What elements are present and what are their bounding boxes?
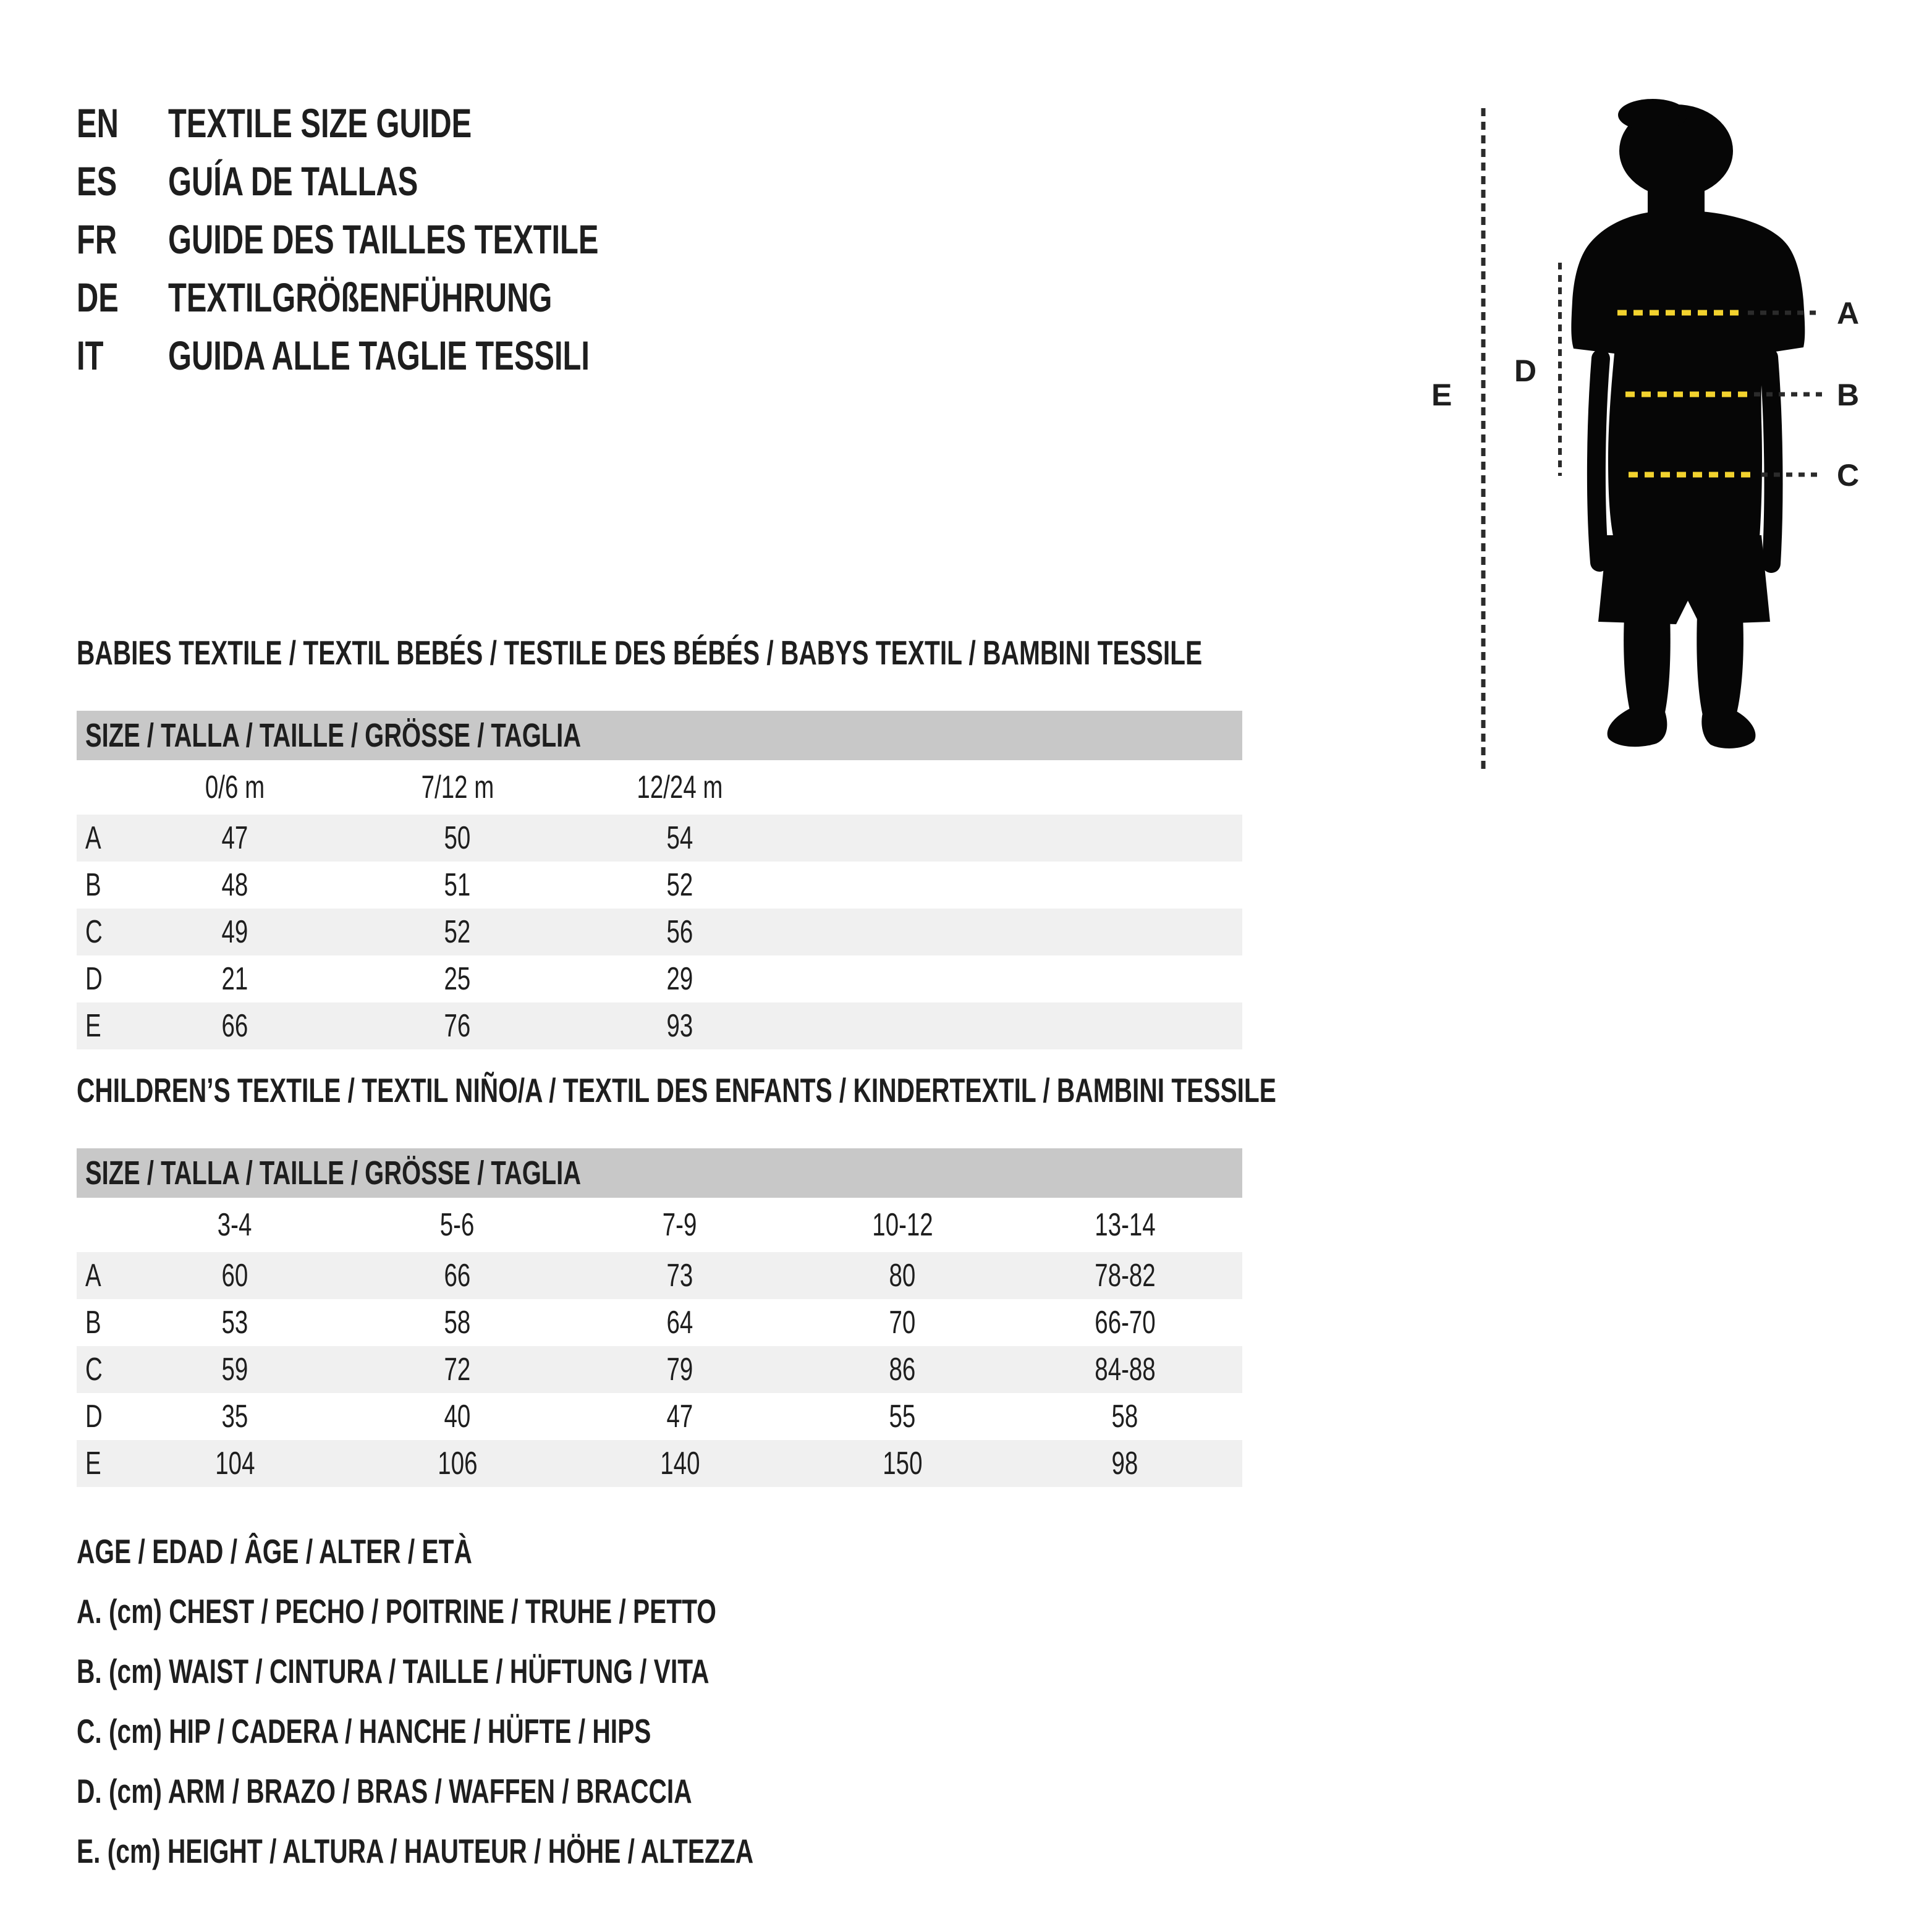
figure-label-b: B (1837, 378, 1860, 412)
lang-code-fr: FR (77, 216, 117, 262)
cell-value: 52 (444, 914, 471, 950)
figure-label-d: D (1514, 354, 1537, 388)
table-row-e (77, 1440, 1242, 1487)
cell-value: 25 (444, 961, 471, 997)
lang-title-de: TEXTILGRÖßENFÜHRUNG (168, 274, 553, 320)
babies-size-header-bar (77, 711, 1242, 760)
lang-title-es: GUÍA DE TALLAS (168, 158, 418, 204)
row-label: C (85, 1352, 103, 1388)
cell-value: 70 (889, 1305, 916, 1341)
cell-value: 58 (444, 1305, 471, 1341)
babies-size-header-label: SIZE / TALLA / TAILLE / GRÖSSE / TAGLIA (85, 717, 582, 754)
lang-title-en: TEXTILE SIZE GUIDE (168, 100, 472, 146)
cell-value: 93 (666, 1008, 693, 1044)
babies-col-2: 12/24 m (637, 769, 723, 805)
table-row-b (77, 862, 1242, 909)
multilingual-header (77, 94, 750, 384)
cell-value: 76 (444, 1008, 471, 1044)
lang-code-es: ES (77, 158, 117, 204)
children-size-header-bar (77, 1148, 1242, 1198)
table-row-a (77, 1252, 1242, 1299)
children-size-table (77, 1148, 1242, 1487)
row-label: A (85, 820, 101, 856)
cell-value: 79 (666, 1352, 693, 1388)
cell-value: 54 (666, 820, 693, 856)
row-label: E (85, 1446, 101, 1481)
cell-value: 35 (221, 1399, 248, 1434)
figure-label-a: A (1837, 296, 1860, 331)
cell-value: 104 (214, 1446, 255, 1481)
lang-row-es (77, 152, 750, 210)
row-label: E (85, 1008, 101, 1044)
cell-value: 48 (221, 867, 248, 903)
cell-value: 47 (221, 820, 248, 856)
row-label: C (85, 914, 103, 950)
cell-value: 64 (666, 1305, 693, 1341)
silhouette-shorts (1598, 535, 1770, 624)
table-row-d (77, 1393, 1242, 1440)
lang-row-en (77, 94, 750, 152)
cell-value: 73 (666, 1258, 693, 1294)
silhouette-right-shoe (1701, 711, 1755, 748)
cell-value: 40 (444, 1399, 471, 1434)
legend-height: E. (cm) HEIGHT / ALTURA / HAUTEUR / HÖHE / ALTEZZA (77, 1832, 754, 1870)
cell-value: 66-70 (1094, 1305, 1156, 1341)
silhouette-left-arm (1596, 358, 1601, 562)
silhouette-left-shoe (1608, 708, 1667, 747)
row-label: B (85, 1305, 101, 1341)
table-row-c (77, 1346, 1242, 1393)
figure-label-c: C (1837, 458, 1860, 493)
children-col-1: 5-6 (440, 1207, 475, 1243)
cell-value: 56 (666, 914, 693, 950)
cell-value: 66 (221, 1008, 248, 1044)
table-row-c (77, 909, 1242, 955)
lang-code-de: DE (77, 274, 119, 320)
babies-col-0: 0/6 m (205, 769, 265, 805)
lang-title-fr: GUIDE DES TAILLES TEXTILE (168, 216, 599, 262)
cell-value: 84-88 (1094, 1352, 1156, 1388)
silhouette-hair (1618, 99, 1687, 131)
babies-size-table (77, 711, 1242, 1049)
cell-value: 58 (1111, 1399, 1138, 1434)
measurement-legend (77, 1522, 991, 1881)
lang-row-fr (77, 210, 750, 268)
silhouette-right-arm (1769, 357, 1773, 564)
silhouette-left-leg (1624, 616, 1671, 718)
children-col-3: 10-12 (871, 1207, 933, 1243)
cell-value: 150 (882, 1446, 923, 1481)
child-silhouette-diagram (1391, 74, 1932, 791)
table-row-e (77, 1002, 1242, 1049)
cell-value: 49 (221, 914, 248, 950)
children-size-header-label: SIZE / TALLA / TAILLE / GRÖSSE / TAGLIA (85, 1155, 582, 1192)
legend-waist: B. (cm) WAIST / CINTURA / TAILLE / HÜFTUNG / VITA (77, 1652, 710, 1690)
child-silhouette (1571, 99, 1805, 748)
children-col-2: 7-9 (663, 1207, 697, 1243)
lang-row-it (77, 326, 750, 384)
legend-chest: A. (cm) CHEST / PECHO / POITRINE / TRUHE / PETTO (77, 1592, 716, 1630)
lang-row-de (77, 268, 750, 326)
cell-value: 66 (444, 1258, 471, 1294)
cell-value: 140 (659, 1446, 700, 1481)
row-label: D (85, 961, 103, 997)
cell-value: 86 (889, 1352, 916, 1388)
cell-value: 53 (221, 1305, 248, 1341)
cell-value: 78-82 (1094, 1258, 1156, 1294)
cell-value: 50 (444, 820, 471, 856)
babies-section-title: BABIES TEXTILE / TEXTIL BEBÉS / TESTILE DES BÉBÉS / BABYS TEXTIL / BAMBINI TESSILE (77, 633, 1203, 672)
row-label: D (85, 1399, 103, 1434)
table-row-d (77, 955, 1242, 1002)
cell-value: 60 (221, 1258, 248, 1294)
lang-title-it: GUIDA ALLE TAGLIE TESSILI (168, 333, 590, 378)
legend-age: AGE / EDAD / ÂGE / ALTER / ETÀ (77, 1532, 472, 1570)
legend-hip: C. (cm) HIP / CADERA / HANCHE / HÜFTE / HIPS (77, 1712, 651, 1750)
row-label: A (85, 1258, 101, 1294)
lang-code-en: EN (77, 100, 119, 146)
measurement-figure (1391, 74, 1932, 791)
children-column-headers (77, 1198, 1242, 1252)
silhouette-right-leg (1697, 616, 1743, 718)
babies-column-headers (77, 760, 1242, 815)
cell-value: 47 (666, 1399, 693, 1434)
cell-value: 52 (666, 867, 693, 903)
cell-value: 98 (1111, 1446, 1138, 1481)
figure-label-e: E (1431, 378, 1452, 412)
cell-value: 59 (221, 1352, 248, 1388)
cell-value: 51 (444, 867, 471, 903)
cell-value: 80 (889, 1258, 916, 1294)
legend-arm: D. (cm) ARM / BRAZO / BRAS / WAFFEN / BRACCIA (77, 1772, 692, 1810)
children-section-title: CHILDREN’S TEXTILE / TEXTIL NIÑO/A / TEXTIL DES ENFANTS / KINDERTEXTIL / BAMBINI TESSILE (77, 1071, 1276, 1109)
children-col-0: 3-4 (218, 1207, 252, 1243)
children-col-4: 13-14 (1094, 1207, 1156, 1243)
table-row-b (77, 1299, 1242, 1346)
babies-col-1: 7/12 m (421, 769, 494, 805)
cell-value: 21 (221, 961, 248, 997)
table-row-a (77, 815, 1242, 862)
lang-code-it: IT (77, 333, 104, 378)
cell-value: 55 (889, 1399, 916, 1434)
row-label: B (85, 867, 101, 903)
cell-value: 72 (444, 1352, 471, 1388)
cell-value: 29 (666, 961, 693, 997)
cell-value: 106 (437, 1446, 478, 1481)
